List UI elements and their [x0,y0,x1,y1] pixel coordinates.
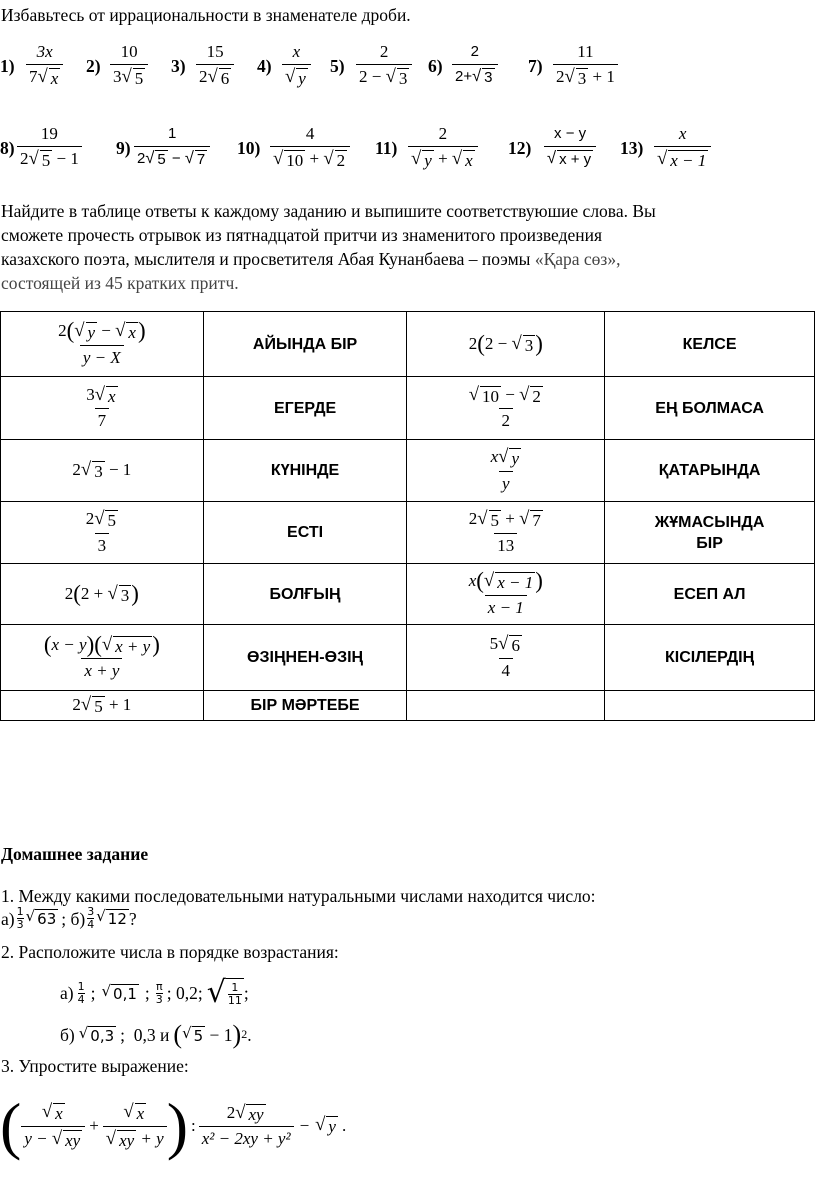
ex-fraction: x √ y [282,42,311,89]
table-row [1,502,815,564]
task-title: Избавьтесь от иррациональности в знаменателе дроби. [1,5,411,25]
ex-label: 2) [86,56,101,76]
ex-label: 13) [620,138,644,158]
answer-math-cell: 2(2 − √ 3 ) [407,312,605,377]
instruction-line: казахского поэта, мыслителя и просветителя Абая Кунанбаева – поэмы «Қара сөз», [1,249,621,269]
table-row [1,625,815,691]
answer-math-cell: 5 √ 6 4 [407,625,605,691]
instruction-line: сможете прочесть отрывок из пятнадцатой притчи из знаменитого произведения [1,225,603,245]
answer-math-cell: 2( √ y − √ x ) y − X [1,312,204,377]
answer-word-cell: ҚАТАРЫНДА [605,440,815,502]
empty-cell [407,691,605,721]
ex-fraction: 2 √ y + √ x [408,124,478,171]
ex-label: 10) [237,138,261,158]
ex-fraction: 11 2 √ 3 + 1 [553,42,618,89]
answer-math-cell: (x − y)( √ x + y ) x + y [1,625,204,691]
table-row [1,312,815,377]
homework-q2: 2. Расположите числа в порядке возрастания: [1,942,339,962]
instruction-line: Найдите в таблице ответы к каждому заданию и выпишите соответствуюшие слова. Вы [1,201,656,221]
ex-fraction: 15 2 √ 6 [196,42,234,89]
table-row [1,377,815,440]
ex-label: 9) [116,138,131,158]
answer-math-cell: 2 √ 5 3 [1,502,204,564]
ex-label: 11) [375,138,398,158]
homework-q3-expression: ( √ x y − √ xy + √ x √ xy + y ) : 2 √ xy x² − 2xy + y² − √ y . [0,1090,347,1161]
answer-math-cell: 2(2 + √ 3 ) [1,564,204,625]
ex-label: 1) [0,56,15,76]
homework-q3: 3. Упростите выражение: [1,1056,189,1076]
ex-fraction: 2 2 − √ 3 [356,42,412,89]
ex-label: 6) [428,56,443,76]
answer-word-cell: ЖҰМАСЫНДА БІР [605,502,815,564]
answer-word-cell: ЕСЕП АЛ [605,564,815,625]
answer-word-cell: ЕСТІ [203,502,407,564]
instruction-line: состоящей из 45 кратких притч. [1,273,239,293]
ex-label: 5) [330,56,345,76]
exercises-row-1 [0,40,816,100]
table-row [1,564,815,625]
ex-fraction: x − y √ x + y [544,124,596,169]
table-row [1,691,815,721]
answer-math-cell: 3 √ x 7 [1,377,204,440]
answer-word-cell: БОЛҒЫҢ [203,564,407,625]
answer-word-cell: КІСІЛЕРДІҢ [605,625,815,691]
ex-label: 8) [0,138,15,158]
answer-math-cell: 2 √ 5 + √ 7 13 [407,502,605,564]
empty-cell [605,691,815,721]
answers-table [0,311,815,721]
answer-math-cell: x( √ x − 1 ) x − 1 [407,564,605,625]
answer-word-cell: АЙЫНДА БІР [203,312,407,377]
ex-fraction: 2 2+ √ 3 [452,42,498,87]
answer-word-cell: ЕГЕРДЕ [203,377,407,440]
answer-math-cell: x √ y y [407,440,605,502]
homework-q1: 1. Между какими последовательными натуральными числами находится число: [1,886,596,906]
ex-fraction: 1 2 √ 5 − √ 7 [134,124,210,169]
ex-fraction: x √ x − 1 [654,124,711,171]
answer-math-cell: 2 √ 3 − 1 [1,440,204,502]
table-row [1,440,815,502]
answer-word-cell: БІР МӘРТЕБЕ [203,691,407,721]
ex-fraction: 4 √ 10 + √ 2 [270,124,350,171]
ex-label: 12) [508,138,532,158]
homework-q2a: а) 1 4 ; √ 0,1 ; π 3 ; 0,2; √ $\frac{1}{11}$ ; [60,975,249,1010]
instruction-paragraph [1,199,815,295]
homework-q1-options: а) 1 3 √ 63 ; б) 3 4 √ 12 ? [1,905,137,931]
answer-math-cell: 2 √ 5 + 1 [1,691,204,721]
ex-label: 7) [528,56,543,76]
answer-word-cell: КҮНІНДЕ [203,440,407,502]
exercises-row-2 [0,122,816,182]
ex-fraction: 10 3 √ 5 [110,42,148,89]
homework-q2b: б) √ 0,3 ; 0,3 и ( √ 5 − 1 ) 2 . [60,1020,252,1049]
answer-word-cell: ӨЗІҢНЕН-ӨЗІҢ [203,625,407,691]
homework-title: Домашнее задание [1,844,149,864]
answer-math-cell: √ 10 − √ 2 2 [407,377,605,440]
answer-word-cell: КЕЛСЕ [605,312,815,377]
ex-fraction: 3x 7 √ x [26,42,63,89]
ex-fraction: 19 2 √ 5 − 1 [17,124,82,171]
ex-label: 3) [171,56,186,76]
ex-label: 4) [257,56,272,76]
answer-word-cell: ЕҢ БОЛМАСА [605,377,815,440]
